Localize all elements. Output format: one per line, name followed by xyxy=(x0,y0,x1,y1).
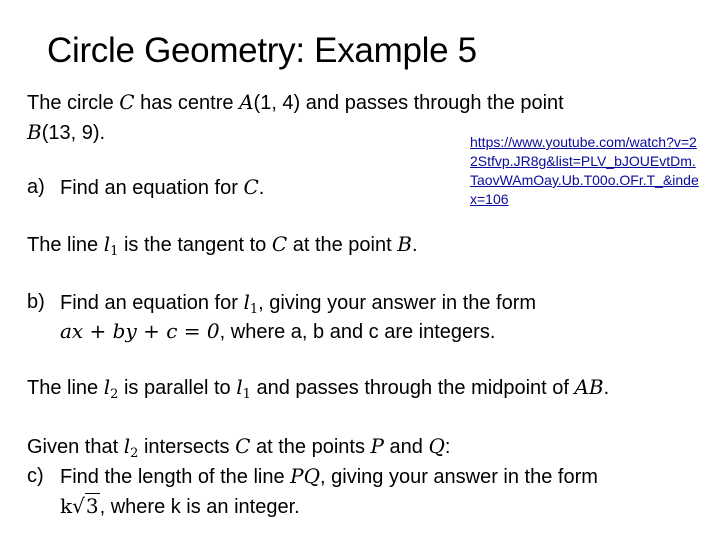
slide-title: Circle Geometry: Example 5 xyxy=(47,31,477,70)
youtube-link[interactable]: https://www.youtube.com/watch?v=22Stfvp.JR8g&list=PLV_bJOUEvtDm.TaovWAmOay.Ub.T00o.OFr.T_&index=106 xyxy=(470,134,699,207)
part-b-line-1: Find an equation for $l_1$, giving your answer in the form xyxy=(60,290,537,317)
intro-line-1: The circle C has centre A(1, 4) and passes through the point xyxy=(27,90,564,114)
intro-line-2: B(13, 9). xyxy=(27,120,106,144)
tangent-statement: The line $l_1$ is the tangent to C at the point B. xyxy=(27,232,418,259)
part-b-marker: b) xyxy=(27,291,45,313)
part-a-marker: a) xyxy=(27,176,45,198)
part-c-line-1: Find the length of the line PQ, giving your answer in the form xyxy=(60,464,598,488)
part-a-text: Find an equation for C. xyxy=(60,175,265,199)
part-b-formula: ax + by + c = 0 xyxy=(60,319,220,343)
sqrt-three: √3 xyxy=(72,494,99,518)
parallel-statement: The line $l_2$ is parallel to $l_1$ and passes through the midpoint of AB. xyxy=(27,375,610,402)
part-c-marker: c) xyxy=(27,465,44,487)
part-b-line-2: ax + by + c = 0, where a, b and c are integers. xyxy=(60,319,496,343)
part-c-line-2: k√3, where k is an integer. xyxy=(60,494,300,518)
given-statement: Given that $l_2$ intersects C at the points P and Q: xyxy=(27,434,451,461)
